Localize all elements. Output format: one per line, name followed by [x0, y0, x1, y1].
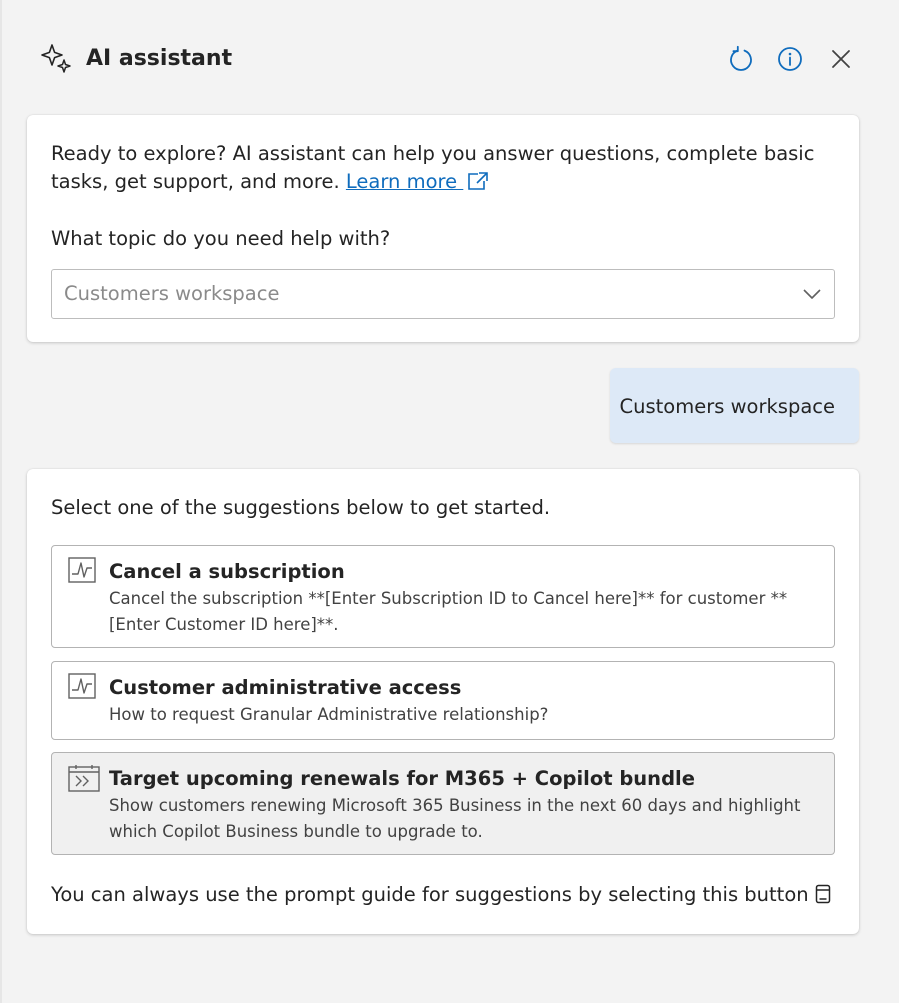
external-link-icon [467, 171, 489, 199]
suggestions-intro: Select one of the suggestions below to get started. [51, 496, 551, 519]
user-message-bubble [610, 368, 859, 443]
topic-dropdown[interactable] [51, 269, 835, 319]
suggestion-customer-admin-access[interactable] [51, 661, 835, 740]
suggestions-card [27, 469, 859, 934]
chevron-down-icon [802, 284, 822, 308]
suggestion-description: Cancel the subscription **[Enter Subscription ID to Cancel here]** for customer **[Enter Customer ID here]**. [109, 589, 788, 634]
panel-title: AI assistant [86, 46, 233, 71]
panel-header [0, 0, 899, 115]
prompt-guide-note [51, 882, 831, 911]
suggestion-description: How to request Granular Administrative relationship? [109, 705, 549, 724]
intro-card [27, 115, 859, 342]
user-message-text: Customers workspace [619, 395, 835, 418]
close-icon [830, 48, 852, 70]
learn-more-link[interactable] [346, 170, 489, 193]
learn-more-label: Learn more [345, 170, 464, 193]
topic-selected-value: Customers workspace [64, 282, 280, 305]
topic-label: What topic do you need help with? [51, 227, 391, 250]
refresh-button[interactable] [726, 44, 756, 74]
intro-text: Ready to explore? AI assistant can help you answer questions, complete basic tasks, get support, and more. [51, 142, 815, 193]
suggestion-description: Show customers renewing Microsoft 365 Business in the next 60 days and highlight which Copilot Business bundle to upgrade to. [109, 796, 801, 841]
prompt-guide-text: You can always use the prompt guide for suggestions by selecting this button [51, 883, 809, 906]
suggestion-cancel-subscription[interactable] [51, 545, 835, 648]
prompt-guide-icon[interactable] [815, 884, 831, 911]
panel-left-border [0, 0, 2, 1003]
suggestion-title: Customer administrative access [109, 676, 462, 699]
info-icon [777, 46, 803, 72]
close-button[interactable] [826, 44, 856, 74]
chart-icon [68, 557, 96, 587]
info-button[interactable] [775, 44, 805, 74]
sparkle-icon [40, 42, 72, 74]
suggestion-title: Target upcoming renewals for M365 + Copilot bundle [109, 767, 695, 790]
refresh-icon [727, 45, 755, 73]
intro-message [51, 140, 841, 199]
chart-icon [68, 673, 96, 703]
suggestion-target-renewals[interactable] [51, 752, 835, 855]
calendar-forward-icon [68, 764, 100, 796]
suggestion-title: Cancel a subscription [109, 560, 345, 583]
